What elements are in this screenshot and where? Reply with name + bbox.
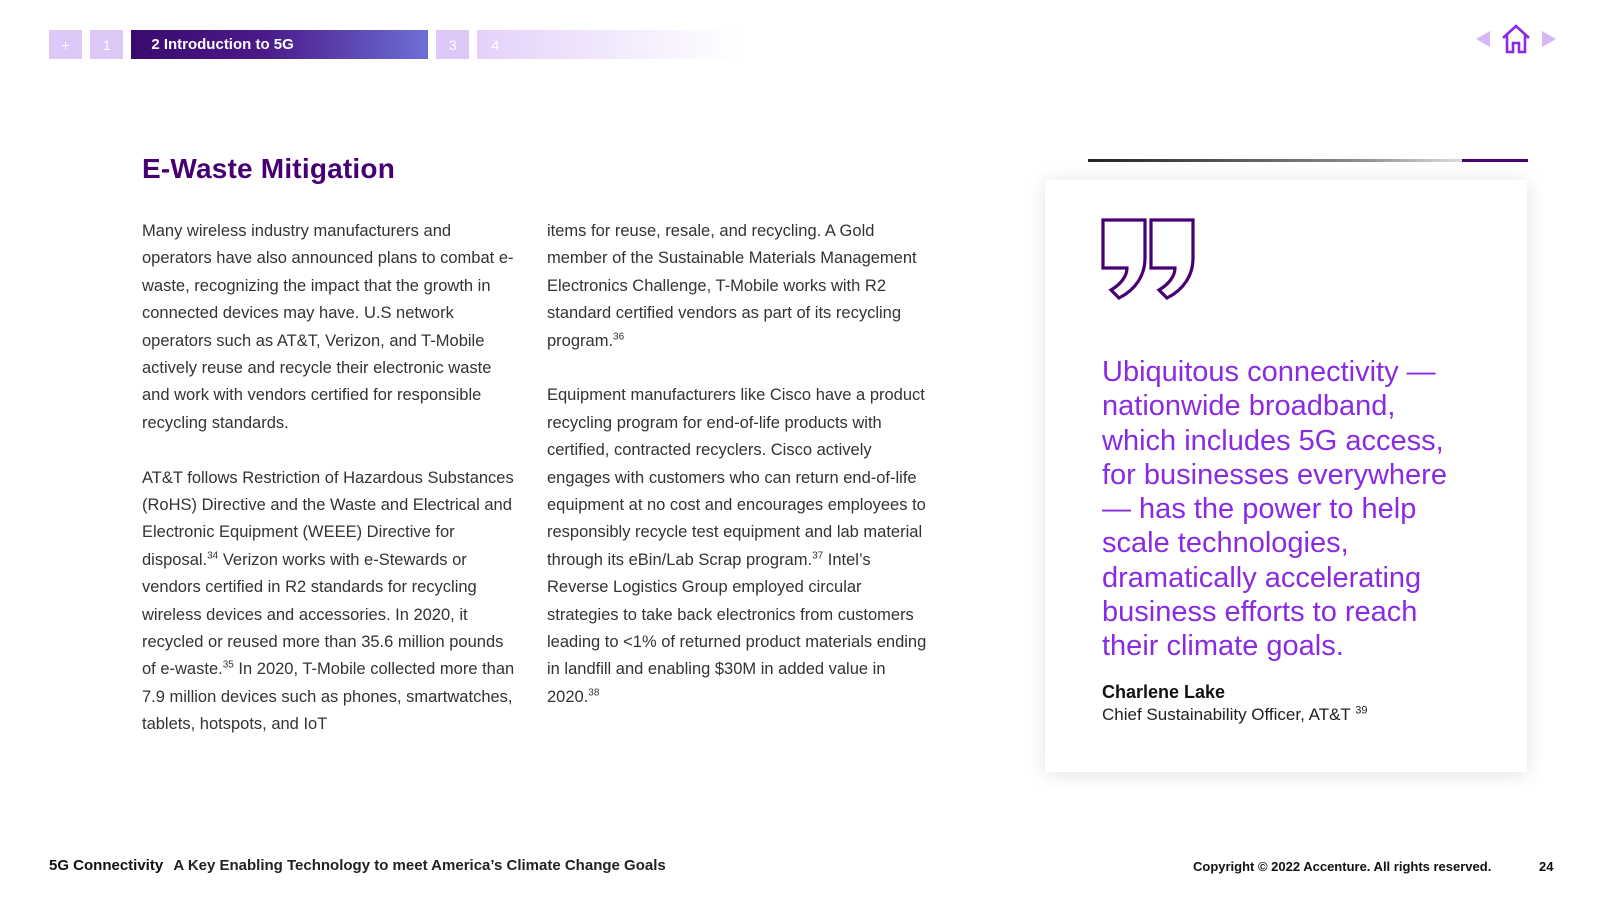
next-page-arrow-icon[interactable] [1539,29,1559,49]
tab-overview[interactable]: + [49,30,82,59]
footer-copyright: Copyright © 2022 Accenture. All rights reserved. [1193,859,1492,874]
paragraph [547,218,927,355]
footnote-ref[interactable]: 34 [207,550,219,562]
paragraph-text: Verizon works with e-Stewards or vendors certified in R2 standards for recycling wireless devices and accessories. In 2020, it recycled or reused more than 35.6 million pounds of e-waste. [142,550,504,679]
footnote-ref[interactable]: 38 [588,687,600,699]
quote-role-text: Chief Sustainability Officer, AT&T [1102,705,1351,724]
page-number: 24 [1539,859,1554,874]
paragraph-text: items for reuse, resale, and recycling. A Gold member of the Sustainable Materials Management Electronics Challenge, T-Mobile works with R2 standard certified vendors as part of its recycling program. [547,222,917,350]
quote-author-name: Charlene Lake [1102,682,1226,702]
tab-section-1[interactable]: 1 [90,30,123,59]
paragraph-text: Equipment manufacturers like Cisco have a product recycling program for end-of-life products with certified, contracted recyclers. Cisco actively engages with customers who can return end-of-life equipment at no cost and encourages employees to responsibly recycle test equipment and lab material through its eBin/Lab Scrap program. [547,386,926,569]
home-icon[interactable] [1499,22,1533,56]
quote-card [1045,180,1527,772]
quote-divider [1088,159,1528,162]
tab-section-2-current[interactable]: 2 Introduction to 5G [131,30,428,59]
paragraph-text: In 2020, T-Mobile collected more than 7.9 million devices such as phones, smartwatches, tablets, hotspots, and IoT [142,660,515,734]
footnote-ref[interactable]: 39 [1355,704,1368,717]
tab-section-3[interactable]: 3 [436,30,469,59]
footnote-ref[interactable]: 37 [812,550,824,562]
section-nav [49,30,749,59]
previous-page-arrow-icon[interactable] [1473,29,1493,49]
quote-mark-icon [1101,218,1195,300]
body-column-right [547,218,927,739]
tab-section-4[interactable]: 4 [477,30,741,59]
paragraph: Many wireless industry manufacturers and operators have also announced plans to combat e-waste, recognizing the impact that the growth in connected devices may have. U.S network operators such as AT&T, Verizon, and T-Mobile actively reuse and recycle their electronic waste and work with vendors certified for responsible recycling standards. [142,222,514,432]
paragraph-text: Intel’s Reverse Logistics Group employed circular strategies to take back electronics from customers leading to <1% of returned product materials ending in landfill and enabling $30M in added value in 2020. [547,550,927,706]
footnote-ref[interactable]: 36 [613,331,625,343]
page-nav-controls [1473,22,1559,56]
footer-subtitle: A Key Enabling Technology to meet America’s Climate Change Goals [173,857,666,874]
footnote-ref[interactable]: 35 [222,659,234,671]
quote-text: Ubiquitous connectivity — nationwide broadband, which includes 5G access, for businesses everywhere — has the power to help scale technologies, dramatically accelerating business efforts to reach their climate goals. [1102,356,1447,663]
quote-author-role [1102,705,1368,725]
paragraph-text: AT&T follows Restriction of Hazardous Substances (RoHS) Directive and the Waste and Electrical and Electronic Equipment (WEEE) Directive for disposal. [142,468,514,569]
footer-title [49,857,666,874]
footer-brand: 5G Connectivity [49,857,164,874]
paragraph [547,382,927,711]
body-column-left [142,218,517,766]
paragraph [142,465,517,739]
page-title: E-Waste Mitigation [142,153,396,184]
